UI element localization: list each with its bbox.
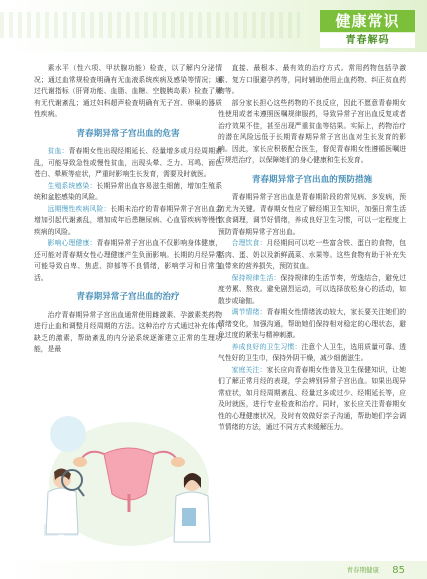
harm-label: 生殖系统感染： <box>47 181 97 190</box>
parent-paragraph: 部分家长担心这些药物的不良反应，因此不愿意青春期女性使用或者未遵照医嘱规律服药，导致异常子宫出血反复或者治疗效果不佳，甚至出现严重贫血等结果。实际上，药物治疗的潜在风险远低于长期青春期异常子宫出血对生长发育的影响。因此，家长应积极配合医生，督促青春期女性遵循医嘱进行规范治疗，以保障她们的身心健康和生长发育。 <box>218 98 406 164</box>
harm-item <box>34 204 222 239</box>
intro-paragraph: 素水平（性六项、甲状腺功能）检查，以了解内分泌情况；通过血常规检查明确有无血液系统疾病及感染等情况；通过代谢指标（肝肾功能、血脂、血糖、空腹胰岛素）检查了解有无代谢紊乱；通过妇科超声检查明确有无子宫、卵巢的器质性疾病。 <box>34 64 222 118</box>
harm-label: 远期慢性疾病风险： <box>47 204 111 213</box>
prevention-item <box>218 273 406 308</box>
prevention-label: 养成良好的卫生习惯： <box>231 342 302 351</box>
section-subtitle: 青春解码 <box>320 33 415 48</box>
prevention-item <box>218 238 406 273</box>
heading-prevention: 青春期异常子宫出血的预防措施 <box>251 174 373 185</box>
clipboard-icon <box>182 508 196 526</box>
prevention-text: 青春期女性情绪波动较大，家长要关注她们的情绪变化，加强沟通，帮助她们保持相对稳定的心理状态，避免过度的紧张与精神刺激。 <box>218 308 407 339</box>
right-column <box>218 63 406 434</box>
prevention-text: 家长应向青春期女性普及卫生保健知识，让她们了解正常月经的表现，学会辨别异常子宫出血。如果出现异常症状，如月经周期紊乱、经量过多或过少、经期延长等，应及时就医，进行专业检查和治疗。同时，家长应关注青春期女性的心理健康状况，及时有效做好亲子沟通，帮助她们学会调节情绪的方法，通过不同方式来缓解压力。 <box>218 365 407 431</box>
heading-treatment: 青春期异常子宫出血的治疗 <box>76 292 180 302</box>
harm-text: 长期未治疗的青春期异常子宫出血会增加引起代谢紊乱，增加成年后患糖尿病、心血管疾病等慢性疾病的风险。 <box>34 204 223 236</box>
prevention-text: 保持规律的生活节奏，劳逸结合，避免过度劳累、熬夜。避免剧烈运动，可以选择放松身心的活动，如散步或瑜伽。 <box>218 273 407 305</box>
harm-item <box>34 146 222 181</box>
harm-text: 青春期女性出现经期延长、经量增多或月经周期紊乱，可能导致急性或慢性贫血，出现头晕、乏力、耳鸣、面色苍白、晕厥等症状，严重时影响生长发育，需要及时就医。 <box>34 147 223 178</box>
prevention-label: 家庭关注： <box>231 365 267 374</box>
treatment-continued: 直接、最根本、最有效的治疗方式。常用药物包括孕激素、复方口服避孕药等，同时辅助使用止血药物、纠正贫血药物等。 <box>218 64 406 95</box>
uterus-doctor-illustration <box>34 384 220 556</box>
harm-item <box>34 238 222 284</box>
prevention-text: 月经期间可以吃一些富含铁、蛋白的食物，包括肉、蛋、奶以及新鲜蔬菜、水果等。这些食物有助于补充失血带来的营养损失，预防贫血。 <box>218 239 407 270</box>
page-number: 85 <box>392 565 405 576</box>
harm-item <box>34 181 222 204</box>
prevention-label: 保持规律生活： <box>231 273 281 282</box>
harm-label: 贫血： <box>47 147 69 155</box>
left-column <box>34 63 222 356</box>
header-stripe-decoration <box>0 12 300 38</box>
bubble-icon <box>50 416 86 452</box>
harm-label: 影响心理健康： <box>47 239 97 247</box>
section-title: 健康常识 <box>320 10 415 32</box>
prevention-label: 合理饮食： <box>231 239 267 247</box>
prevention-item <box>218 307 406 342</box>
prevention-item <box>218 342 406 365</box>
heading-harms: 青春期异常子宫出血的危害 <box>76 128 180 139</box>
prevention-paragraph: 青春期异常子宫出血是青春期阶段的常见病、多发病，预防尤为关键。青春期女性应了解经期卫生知识，加强日常生活饮食调理，调节好情绪，养成良好卫生习惯，可以一定程度上预防青春期异常子宫出血。 <box>218 193 406 236</box>
prevention-text: 注意个人卫生，选用质量可靠、透气性好的卫生巾，保持外阴干燥，减少细菌滋生。 <box>218 342 407 362</box>
treatment-paragraph: 治疗青春期异常子宫出血通常使用雌激素、孕激素类药物进行止血和调整月经周期的方法。这种治疗方式通过补充体内缺乏的激素，帮助紊乱的内分泌系统逐渐建立正常的生理功能，是最 <box>34 310 222 353</box>
prevention-item <box>218 365 406 434</box>
harm-text: 长期异常出血容易滋生细菌，增加生殖系统和盆腔感染的风险。 <box>34 181 223 201</box>
harm-text: 青春期异常子宫出血不仅影响身体健康，还可能对青春期女性心理健康产生负面影响。长期的月经异常可能导致自卑、焦虑、抑郁等不良情绪，影响学习和日常生活。 <box>34 239 223 282</box>
magazine-name: 青春期健康 <box>346 566 379 574</box>
prevention-label: 调节情绪： <box>231 308 267 316</box>
